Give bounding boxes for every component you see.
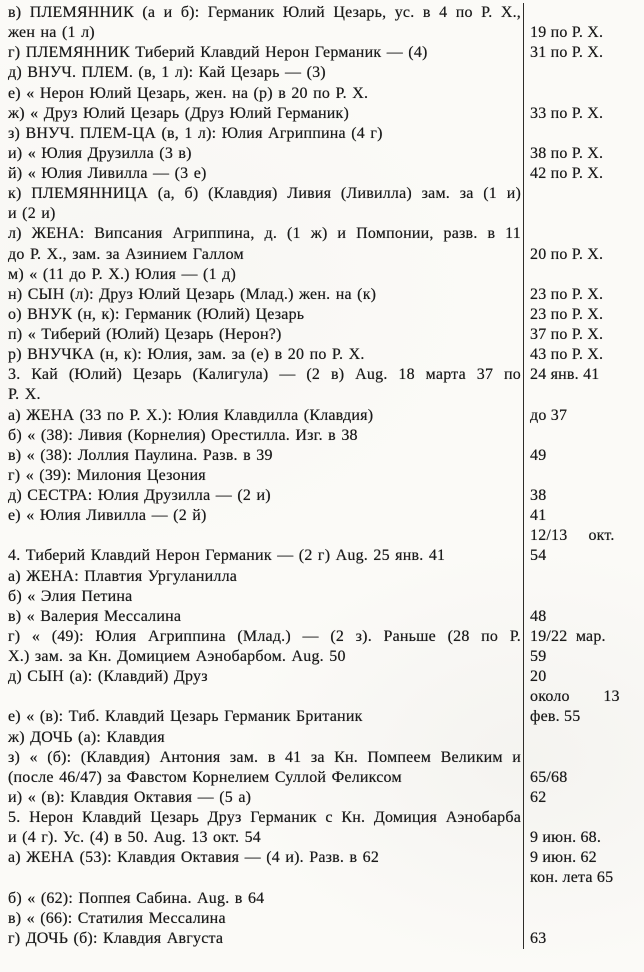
table-row [0,748,644,768]
date-cell: 12/13 окт. [523,526,644,546]
table-row [0,627,644,647]
table-row [0,3,644,23]
table-row [0,546,644,566]
date-cell: 33 по Р. Х. [523,104,644,124]
date-cell [523,567,644,587]
date-cell: 19/22 мар. [523,627,644,647]
table-row [0,728,644,748]
entry-text: к) ПЛЕМЯННИЦА (а, б) (Клавдия) Ливия (Ливилла) зам. за (1 и) [8,185,521,203]
table-row [0,587,644,607]
date-cell: 38 по Р. Х. [523,144,644,164]
entry-text: в) « Валерия Мессалина [8,607,182,625]
entry-text: и) « Юлия Друзилла (3 в) [8,144,192,162]
entry-text [0,687,523,707]
date-cell [523,909,644,929]
table-row [0,325,644,345]
table-row [0,808,644,828]
entry-text: г) ПЛЕМЯННИК Тиберий Клавдий Нерон Германик — (4) [8,44,428,62]
entry-text: а) ЖЕНА (33 по Р. Х.): Юлия Клавдилла (Клавдия) [8,406,374,424]
date-cell: 23 по Р. Х. [523,285,644,305]
entry-text: жен на (1 л) [8,24,95,42]
date-cell: 54 [523,546,644,566]
entry-text: е) « Нерон Юлий Цезарь, жен. на (р) в 20 по Р. Х. [8,84,369,102]
table-row [0,345,644,365]
date-cell: 24 янв. 41 [523,365,644,385]
entry-text: б) « (62): Поппея Сабина. Aug. в 64 [8,889,265,907]
entry-text: е) « (в): Тиб. Клавдий Цезарь Германик Британик [8,708,363,726]
date-cell [523,748,644,768]
date-cell [523,466,644,486]
table-row [0,164,644,184]
table-row [0,848,644,868]
entry-text: ж) ДОЧЬ (а): Клавдия [8,728,165,746]
date-cell: 41 [523,506,644,526]
date-cell: 23 по Р. Х. [523,305,644,325]
date-cell: 19 по Р. Х. [523,23,644,43]
date-cell: 9 июн. 68. [523,828,644,848]
entry-text: ж) « Друз Юлий Цезарь (Друз Юлий Германик) [8,104,350,122]
date-cell: 43 по Р. Х. [523,345,644,365]
date-cell: 9 июн. 62 [523,848,644,868]
entry-text: Х.) зам. за Кн. Домицием Аэнобарбом. Aug. 50 [8,648,346,665]
entry-text: и (4 г). Ус. (4) в 50. Aug. 13 окт. 54 [8,829,262,847]
table-row [0,567,644,587]
table-row [0,104,644,124]
table-row [0,84,644,104]
date-cell: 59 [523,647,644,667]
table-row [0,868,644,888]
table-row [0,687,644,707]
entry-text: 3. Кай (Юлий) Цезарь (Калигула) — (2 в) Aug. 18 марта 37 по [8,366,521,384]
entry-text: д) СЕСТРА: Юлия Друзилла — (2 и) [8,487,271,504]
entry-text: а) ЖЕНА (53): Клавдия Октавия — (4 и). Разв. в 62 [8,849,380,867]
entry-text: е) « Юлия Ливилла — (2 й) [8,507,207,525]
entry-text: н) СЫН (л): Друз Юлий Цезарь (Млад.) жен. на (к) [8,285,377,303]
table-row [0,144,644,164]
table-row [0,184,644,204]
date-cell [523,124,644,144]
table-row [0,647,644,667]
table-row [0,446,644,466]
date-cell: 20 по Р. Х. [523,245,644,265]
entry-text: 5. Нерон Клавдий Цезарь Друз Германик с Кн. Домиция Аэнобарба [8,809,521,826]
date-cell: фев. 55 [523,707,644,727]
entry-text [0,526,523,546]
table-row [0,406,644,426]
date-cell [523,728,644,748]
date-cell: 65/68 [523,768,644,788]
entry-text: о) ВНУК (н, к): Германик (Юлий) Цезарь [8,305,305,323]
entry-text: б) « (38): Ливия (Корнелия) Орестилла. Изг. в 38 [8,426,358,444]
entry-text: (после 46/47) за Фавстом Корнелием Суллой Феликсом [8,768,402,786]
table-row [0,526,644,546]
entry-text: л) ЖЕНА: Випсания Агриппина, д. (1 ж) и Помпонии, разв. в 11 [8,225,521,243]
table-row [0,23,644,43]
table-row [0,285,644,305]
table-row [0,224,644,244]
entry-text: г) ДОЧЬ (б): Клавдия Августа [8,929,224,947]
date-cell [523,426,644,446]
table-row [0,466,644,486]
table-row [0,909,644,929]
entry-text: д) ВНУЧ. ПЛЕМ. (в, 1 л): Кай Цезарь — (3) [8,64,326,82]
entry-text: Р. Х. [8,386,41,404]
table-row [0,365,644,385]
date-cell [523,587,644,607]
table-row [0,768,644,788]
table-row [0,929,644,949]
date-cell: 42 по Р. Х. [523,164,644,184]
entry-text: п) « Тиберий (Юлий) Цезарь (Нерон?) [8,326,282,343]
table-row [0,426,644,446]
date-cell: кон. лета 65 [523,868,644,888]
table-row [0,486,644,506]
date-cell: 38 [523,486,644,506]
table-row [0,305,644,325]
table-row [0,265,644,285]
date-cell [523,808,644,828]
date-cell [523,385,644,405]
date-cell: 49 [523,446,644,466]
entry-text: 4. Тиберий Клавдий Нерон Германик — (2 г) Aug. 25 янв. 41 [8,547,446,565]
date-cell: 31 по Р. Х. [523,43,644,63]
entry-text [0,868,523,888]
date-cell: 20 [523,667,644,687]
date-cell [523,63,644,83]
date-cell [523,204,644,224]
table-row [0,204,644,224]
date-cell [523,889,644,909]
entry-text: р) ВНУЧКА (н, к): Юлия, зам. за (е) в 20 по Р. Х. [8,346,365,364]
date-cell [523,224,644,244]
entry-text: и) « (в): Клавдия Октавия — (5 а) [8,788,252,806]
date-cell [523,184,644,204]
table-row [0,889,644,909]
entry-text: до Р. Х., зам. за Азинием Галлом [8,245,244,263]
date-cell: до 37 [523,406,644,426]
entry-text: б) « Элия Петина [8,587,133,605]
date-cell [523,265,644,285]
entry-text: г) « (39): Милония Цезония [8,466,206,484]
table-row [0,124,644,144]
date-cell [523,84,644,104]
table-row [0,245,644,265]
table-row [0,607,644,627]
table-row [0,828,644,848]
table-row [0,667,644,687]
entry-text: в) « (38): Лоллия Паулина. Разв. в 39 [8,446,273,464]
entry-text: м) « (11 до Р. Х.) Юлия — (1 д) [8,265,237,283]
entry-text: з) ВНУЧ. ПЛЕМ-ЦА (в, 1 л): Юлия Агриппина (4 г) [8,124,383,142]
table-row [0,63,644,83]
entry-text: и (2 и) [8,205,56,223]
table-row [0,506,644,526]
entry-text: д) СЫН (а): (Клавдий) Друз [8,668,208,686]
date-cell: 62 [523,788,644,808]
date-cell: 48 [523,607,644,627]
entry-text: в) ПЛЕМЯННИК (а и б): Германик Юлий Цезарь, ус. в 4 по Р. Х., [8,4,521,21]
entry-text: г) « (49): Юлия Агриппина (Млад.) — (2 з). Раньше (28 по Р. [8,627,521,645]
entry-text: з) « (б): (Клавдия) Антония зам. в 41 за Кн. Помпеем Великим и [8,748,521,766]
table-row [0,385,644,405]
date-cell: 37 по Р. Х. [523,325,644,345]
table-row [0,43,644,63]
date-cell: около 13 [523,687,644,707]
entry-text: а) ЖЕНА: Плавтия Ургуланилла [8,567,238,585]
table-row [0,707,644,727]
date-cell: 63 [523,929,644,949]
table-row [0,788,644,808]
date-cell [523,3,644,23]
genealogy-table [0,3,644,949]
entry-text: в) « (66): Статилия Мессалина [8,909,226,927]
entry-text: й) « Юлия Ливилла — (3 е) [8,165,207,182]
